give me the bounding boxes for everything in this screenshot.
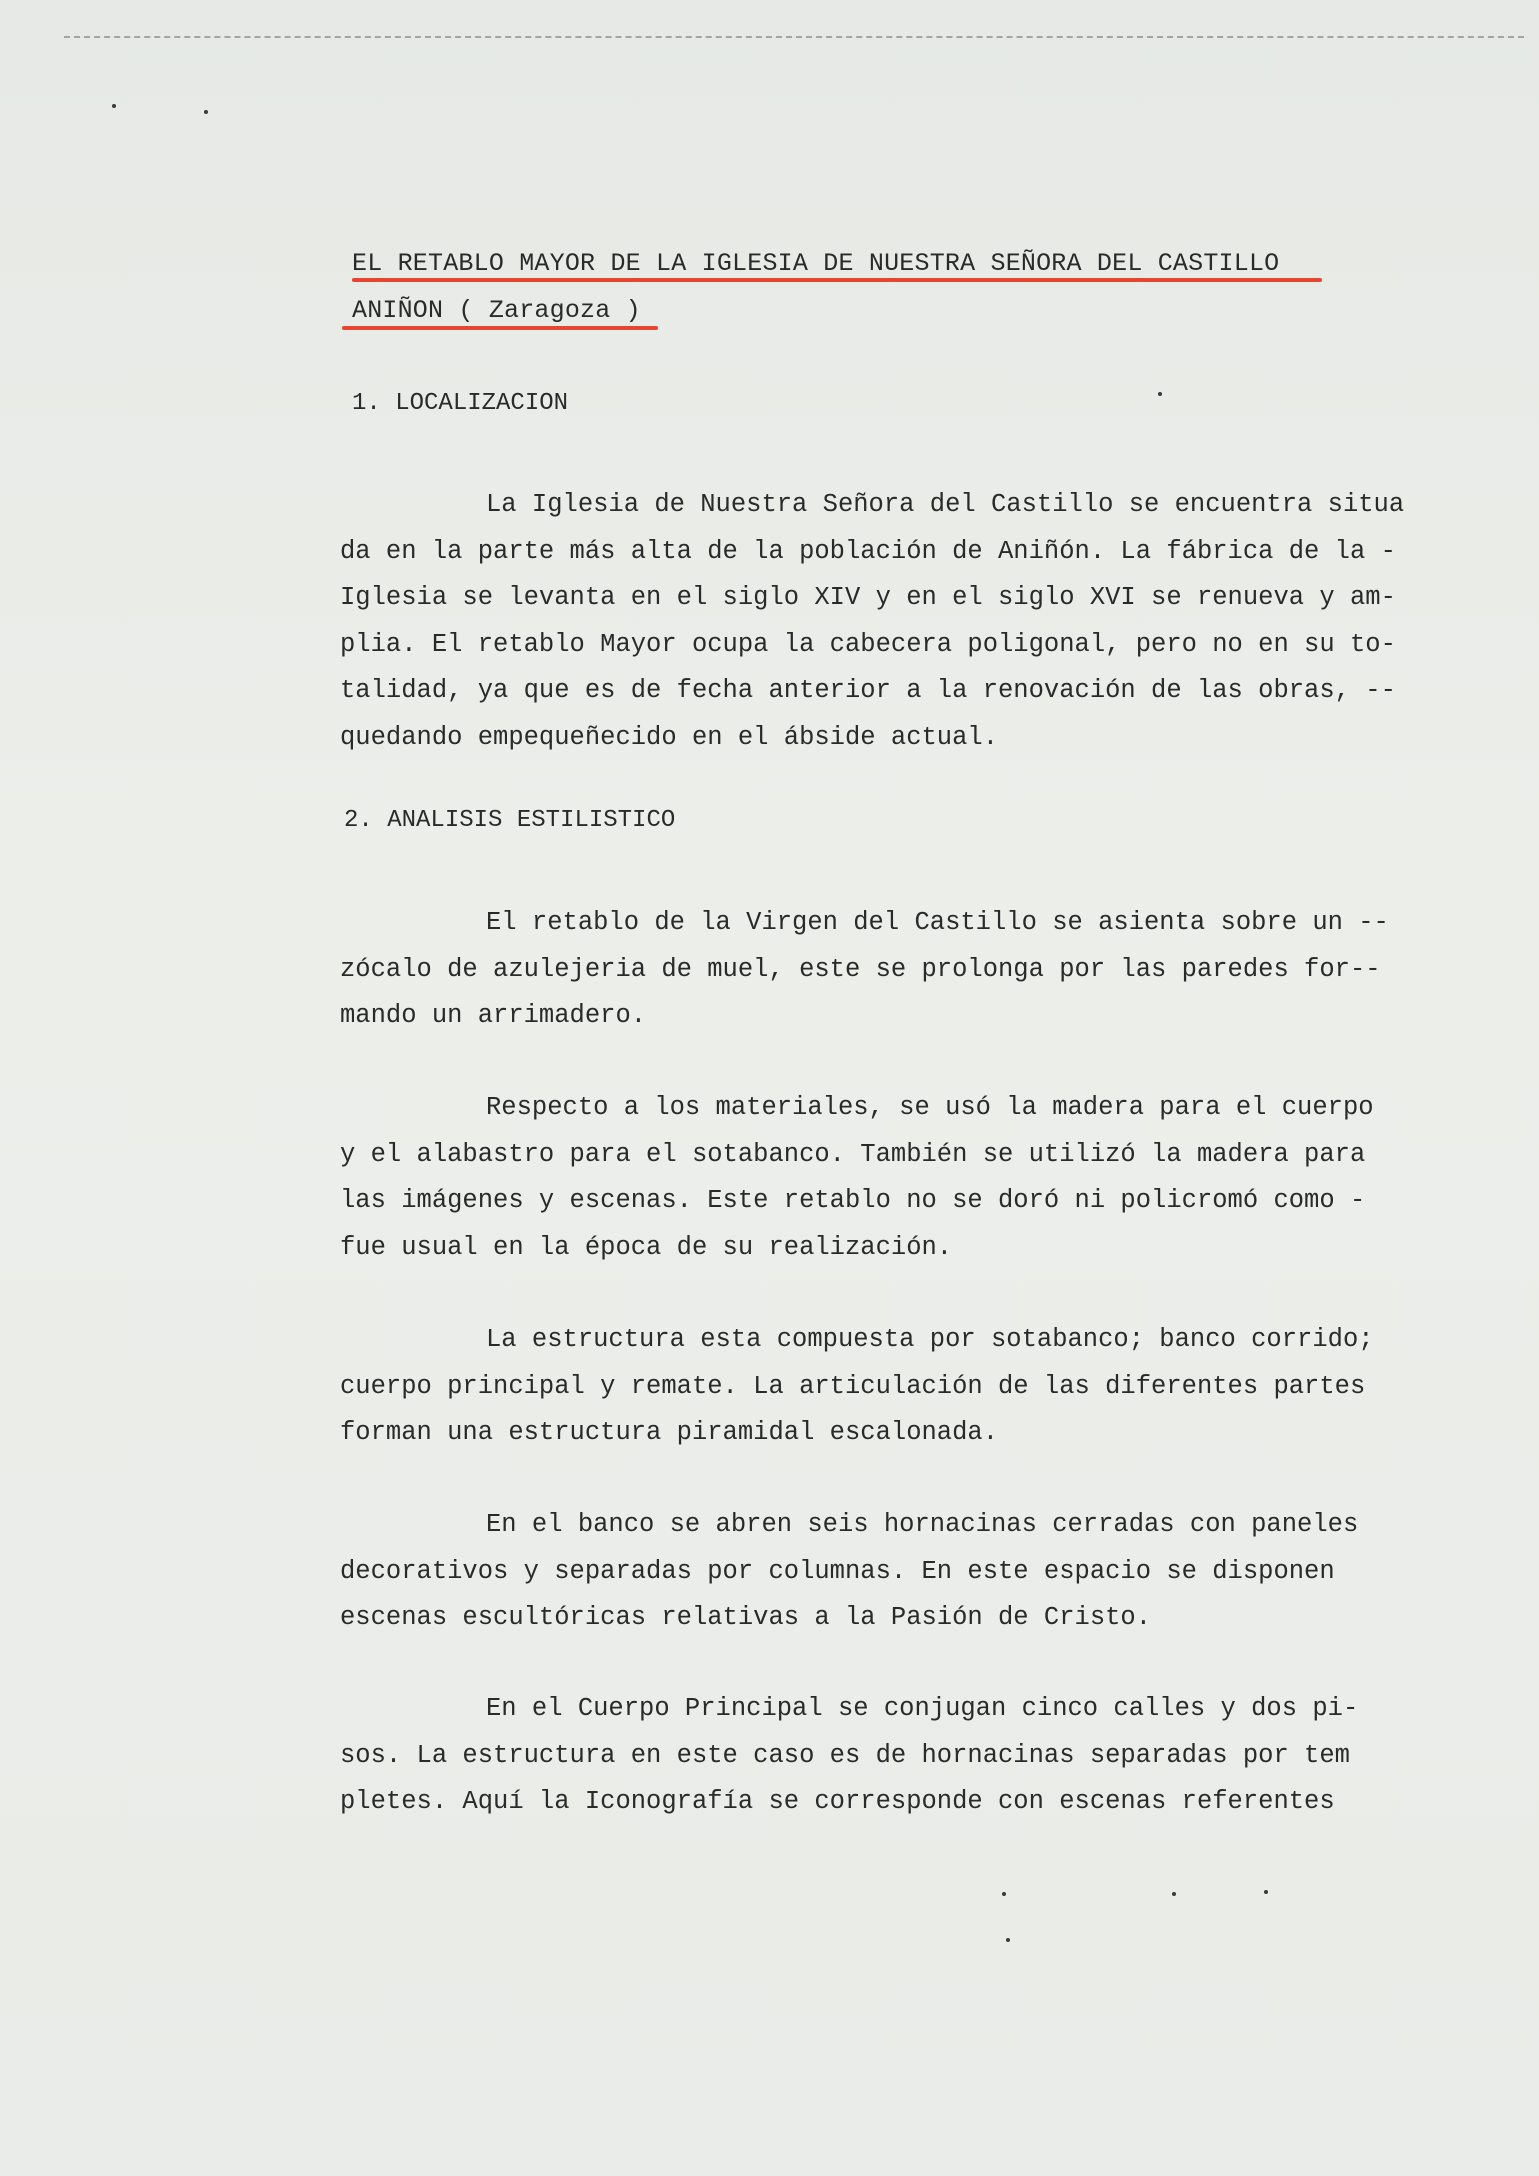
text-line: talidad, ya que es de fecha anterior a la renovación de las obras, -- xyxy=(340,676,1396,705)
text-line: decorativos y separadas por columnas. En este espacio se disponen xyxy=(340,1556,1335,1586)
section-2-paragraph-3 xyxy=(340,1317,1435,1457)
paper-speck xyxy=(112,104,116,108)
section-1-paragraph xyxy=(340,482,1435,761)
text-line: El retablo de la Virgen del Castillo se asienta sobre un -- xyxy=(486,908,1389,937)
paper-speck xyxy=(1006,1938,1010,1942)
text-line: da en la parte más alta de la población de Aniñón. La fábrica de la - xyxy=(340,536,1396,566)
text-line: En el Cuerpo Principal se conjugan cinco calles y dos pi- xyxy=(486,1694,1359,1723)
title-underline-2 xyxy=(342,326,658,330)
text-line: plia. El retablo Mayor ocupa la cabecera poligonal, pero no en su to- xyxy=(340,629,1396,659)
text-line: escenas escultóricas relativas a la Pasión de Cristo. xyxy=(340,1603,1152,1632)
text-line: y el alabastro para el sotabanco. También se utilizó la madera para xyxy=(340,1139,1366,1169)
section-2-paragraph-4 xyxy=(340,1502,1435,1642)
paper-speck xyxy=(1264,1890,1268,1894)
text-line: La estructura esta compuesta por sotabanco; banco corrido; xyxy=(486,1325,1374,1354)
text-line: quedando empequeñecido en el ábside actual. xyxy=(340,722,999,752)
text-line: zócalo de azulejeria de muel, este se prolonga por las paredes for-- xyxy=(340,954,1381,984)
text-line: las imágenes y escenas. Este retablo no se doró ni policromó como - xyxy=(340,1186,1366,1215)
text-line: pletes. Aquí la Iconografía se corresponde con escenas referentes xyxy=(340,1787,1335,1816)
text-line: Respecto a los materiales, se usó la madera para el cuerpo xyxy=(486,1093,1374,1122)
paper-speck xyxy=(204,110,208,114)
title-underline-1 xyxy=(352,278,1322,282)
text-line: En el banco se abren seis hornacinas cerradas con paneles xyxy=(486,1510,1359,1539)
text-line: fue usual en la época de su realización. xyxy=(340,1232,953,1262)
document-title-line-1: EL RETABLO MAYOR DE LA IGLESIA DE NUESTRA SEÑORA DEL CASTILLO xyxy=(352,249,1280,278)
paper-speck xyxy=(1002,1892,1006,1896)
top-edge-rule xyxy=(64,36,1524,38)
section-2-title: 2. ANALISIS ESTILISTICO xyxy=(344,807,676,834)
section-2-paragraph-5 xyxy=(340,1686,1435,1826)
paper-speck xyxy=(1172,1892,1176,1896)
text-line: cuerpo principal y remate. La articulación de las diferentes partes xyxy=(340,1371,1366,1401)
text-line: sos. La estructura en este caso es de hornacinas separadas por tem xyxy=(340,1740,1350,1770)
text-line: forman una estructura piramidal escalonada. xyxy=(340,1418,999,1447)
text-line: Iglesia se levanta en el siglo XIV y en el siglo XVI se renueva y am- xyxy=(340,583,1396,612)
document-title-line-2: ANIÑON ( Zaragoza ) xyxy=(352,296,641,325)
paper-speck xyxy=(1158,392,1162,396)
section-2-paragraph-2 xyxy=(340,1085,1435,1271)
text-line: La Iglesia de Nuestra Señora del Castillo se encuentra situa xyxy=(486,490,1405,519)
section-1-title: 1. LOCALIZACION xyxy=(352,390,569,417)
text-line: mando un arrimadero. xyxy=(340,1001,647,1030)
section-2-paragraph-1 xyxy=(340,900,1435,1040)
